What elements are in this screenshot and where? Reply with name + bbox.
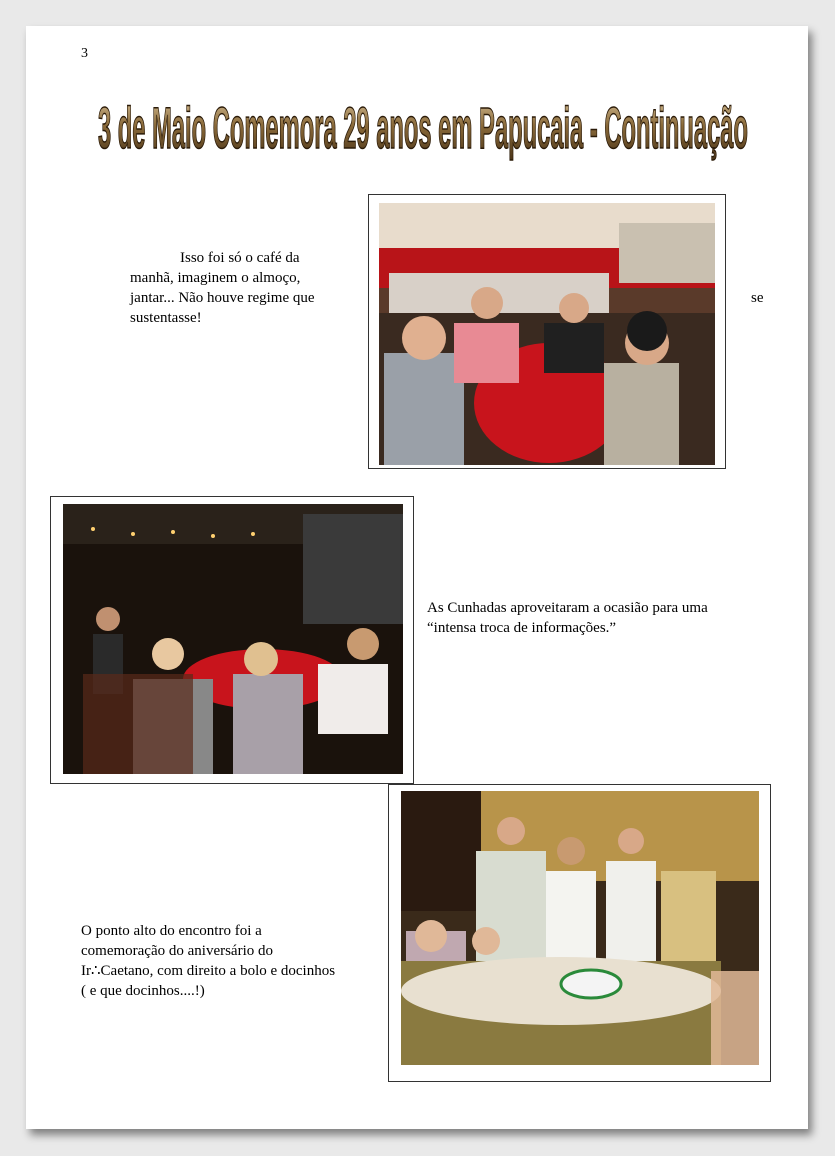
breakfast-photo: [379, 203, 715, 465]
caption-line: Ir∴Caetano, com direito a bolo e docinhos: [81, 963, 336, 979]
caption-sisters: [427, 598, 765, 638]
caption-line: sustentasse!: [130, 310, 202, 326]
caption-line: comemoração do aniversário do: [81, 943, 274, 959]
photo-frame-birthday: [388, 784, 771, 1082]
caption-birthday: [81, 921, 374, 1001]
birthday-photo: [401, 791, 759, 1065]
caption-line: As Cunhadas aproveitaram a ocasião para uma: [427, 600, 708, 616]
caption-line: ( e que docinhos....!): [81, 983, 205, 999]
caption-trailing-word: se: [751, 290, 764, 306]
photo-frame-group: [50, 496, 414, 784]
document-page: [26, 26, 808, 1129]
caption-line: O ponto alto do encontro foi a: [81, 923, 262, 939]
page-title: [78, 86, 768, 166]
page-number: 3: [81, 46, 88, 61]
caption-breakfast: [130, 248, 356, 328]
caption-line: jantar... Não houve regime que: [130, 290, 315, 306]
page-title-text: 3 de Maio Comemora 29 anos em Papucaia - Continuação: [98, 96, 748, 161]
group-photo: [63, 504, 403, 774]
caption-line: manhã, imaginem o almoço,: [130, 270, 301, 286]
photo-frame-breakfast: [368, 194, 726, 469]
caption-line: Isso foi só o café da: [180, 250, 300, 266]
caption-line: “intensa troca de informações.”: [427, 620, 617, 636]
